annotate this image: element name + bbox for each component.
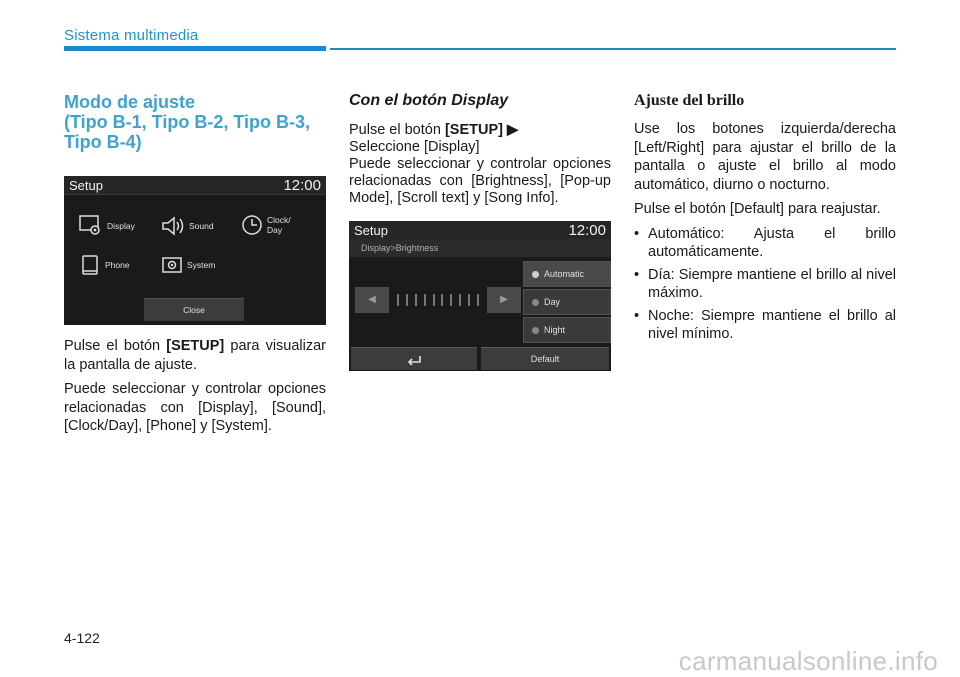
system-menu-item[interactable] [160,253,215,277]
setup-screen [64,176,326,325]
column-display-button [349,92,611,207]
heading-line-2: (Tipo B-1, Tipo B-2, Tipo B-3, [64,112,310,132]
phone-icon [78,253,102,277]
column-setup-mode [64,92,326,152]
back-arrow-icon [406,354,422,366]
radio-dot-icon [532,299,539,306]
header-rule-thick [64,46,326,51]
screen2-time: 12:00 [568,222,606,239]
default-button[interactable]: Default [481,347,609,370]
radio-dot-icon [532,327,539,334]
brightness-modes-list [634,225,896,344]
option-night[interactable] [523,317,611,343]
screen2-title-bar [349,221,611,240]
option-day-label: Day [544,297,561,307]
phone-menu-item[interactable] [78,253,130,277]
clock-icon [240,213,264,237]
setup-key-label: [SETUP] [166,338,225,354]
brightness-left-button[interactable] [355,287,389,313]
setup-mode-text [64,337,326,436]
display-label: Display [107,221,135,231]
heading-setup-mode [64,92,326,152]
line1-pre: Pulse el botón [349,122,445,138]
tick [468,294,470,306]
option-automatic[interactable] [523,261,611,287]
system-gear-icon [160,253,184,277]
tick [441,294,443,306]
list-item-automatic: • Automático: Ajusta el brillo automáticamente. [634,225,896,262]
setup-key-label-2: [SETUP] [444,122,503,138]
option-automatic-label: Automatic [544,269,585,279]
paragraph-brightness-buttons: Use los botones izquierda/derecha [Left/Right] para ajustar el brillo de la pantalla o ajuste el brillo al modo automático, diurno o nocturno. [634,121,896,193]
section-title: Sistema multimedia [64,27,199,44]
page-number: 4-122 [64,630,100,646]
tick [477,294,479,306]
radio-dot-icon [532,271,539,278]
sound-menu-item[interactable] [160,214,214,238]
option-day[interactable] [523,289,611,315]
clock-day-menu-item[interactable] [240,213,291,237]
paragraph-select-options: Puede seleccionar y controlar opciones relacionadas con [Display], [Sound], [Clock/Day], [Phone] y [System]. [64,381,326,434]
tick [397,294,399,306]
brightness-right-button[interactable] [487,287,521,313]
list-item-night: • Noche: Siempre mantiene el brillo al nivel mínimo. [634,307,896,344]
back-button[interactable] [351,347,477,370]
screen-time: 12:00 [283,177,321,194]
heading-display-button: Con el botón Display [349,92,509,109]
close-button[interactable]: Close [144,298,244,321]
column-brightness [634,92,896,348]
brightness-screen [349,221,611,371]
para1-pre: Pulse el botón [64,338,167,354]
paragraph-display-steps [349,122,611,207]
arrow-right-icon: ▶ [502,122,519,138]
display-menu-item[interactable] [78,214,135,238]
heading-line-1: Modo de ajuste [64,92,196,112]
tick [415,294,417,306]
line-display-options: Puede seleccionar y controlar opciones relacionadas con [Brightness], [Pop-up Mode], [Scroll text] y [Song Info]. [349,156,611,206]
brightness-ticks [397,294,479,306]
tick [459,294,461,306]
screen2-title: Setup [354,223,388,238]
day-label: Day [267,225,283,235]
tick [424,294,426,306]
paragraph-default-reset: Pulse el botón [Default] para reajustar. [634,201,881,217]
tick [433,294,435,306]
clock-label: Clock/ [267,215,291,225]
screen-title-bar [64,176,326,195]
line-select-display: Seleccione [Display] [349,139,480,155]
system-label: System [187,260,216,270]
clock-day-label [267,215,291,235]
speaker-icon [160,214,186,238]
right-arrow-icon: ▶ [500,294,508,305]
watermark: carmanualsonline.info [678,646,938,676]
sound-label: Sound [189,221,214,231]
paragraph-press-setup [64,337,326,374]
heading-brightness: Ajuste del brillo [634,92,745,109]
display-gear-icon [78,214,104,238]
option-night-label: Night [544,325,566,335]
left-arrow-icon: ◀ [368,294,376,305]
heading-line-3: Tipo B-4) [64,132,142,152]
tick [450,294,452,306]
screen-title: Setup [69,178,103,193]
phone-label: Phone [105,260,130,270]
tick [406,294,408,306]
brightness-slider[interactable] [355,287,521,313]
header-rule-thin [330,48,896,50]
para1-post: para visualizar la pantalla de ajuste. [64,338,326,373]
list-item-day: • Día: Siempre mantiene el brillo al nivel máximo. [634,266,896,303]
breadcrumb: Display>Brightness [349,239,611,257]
